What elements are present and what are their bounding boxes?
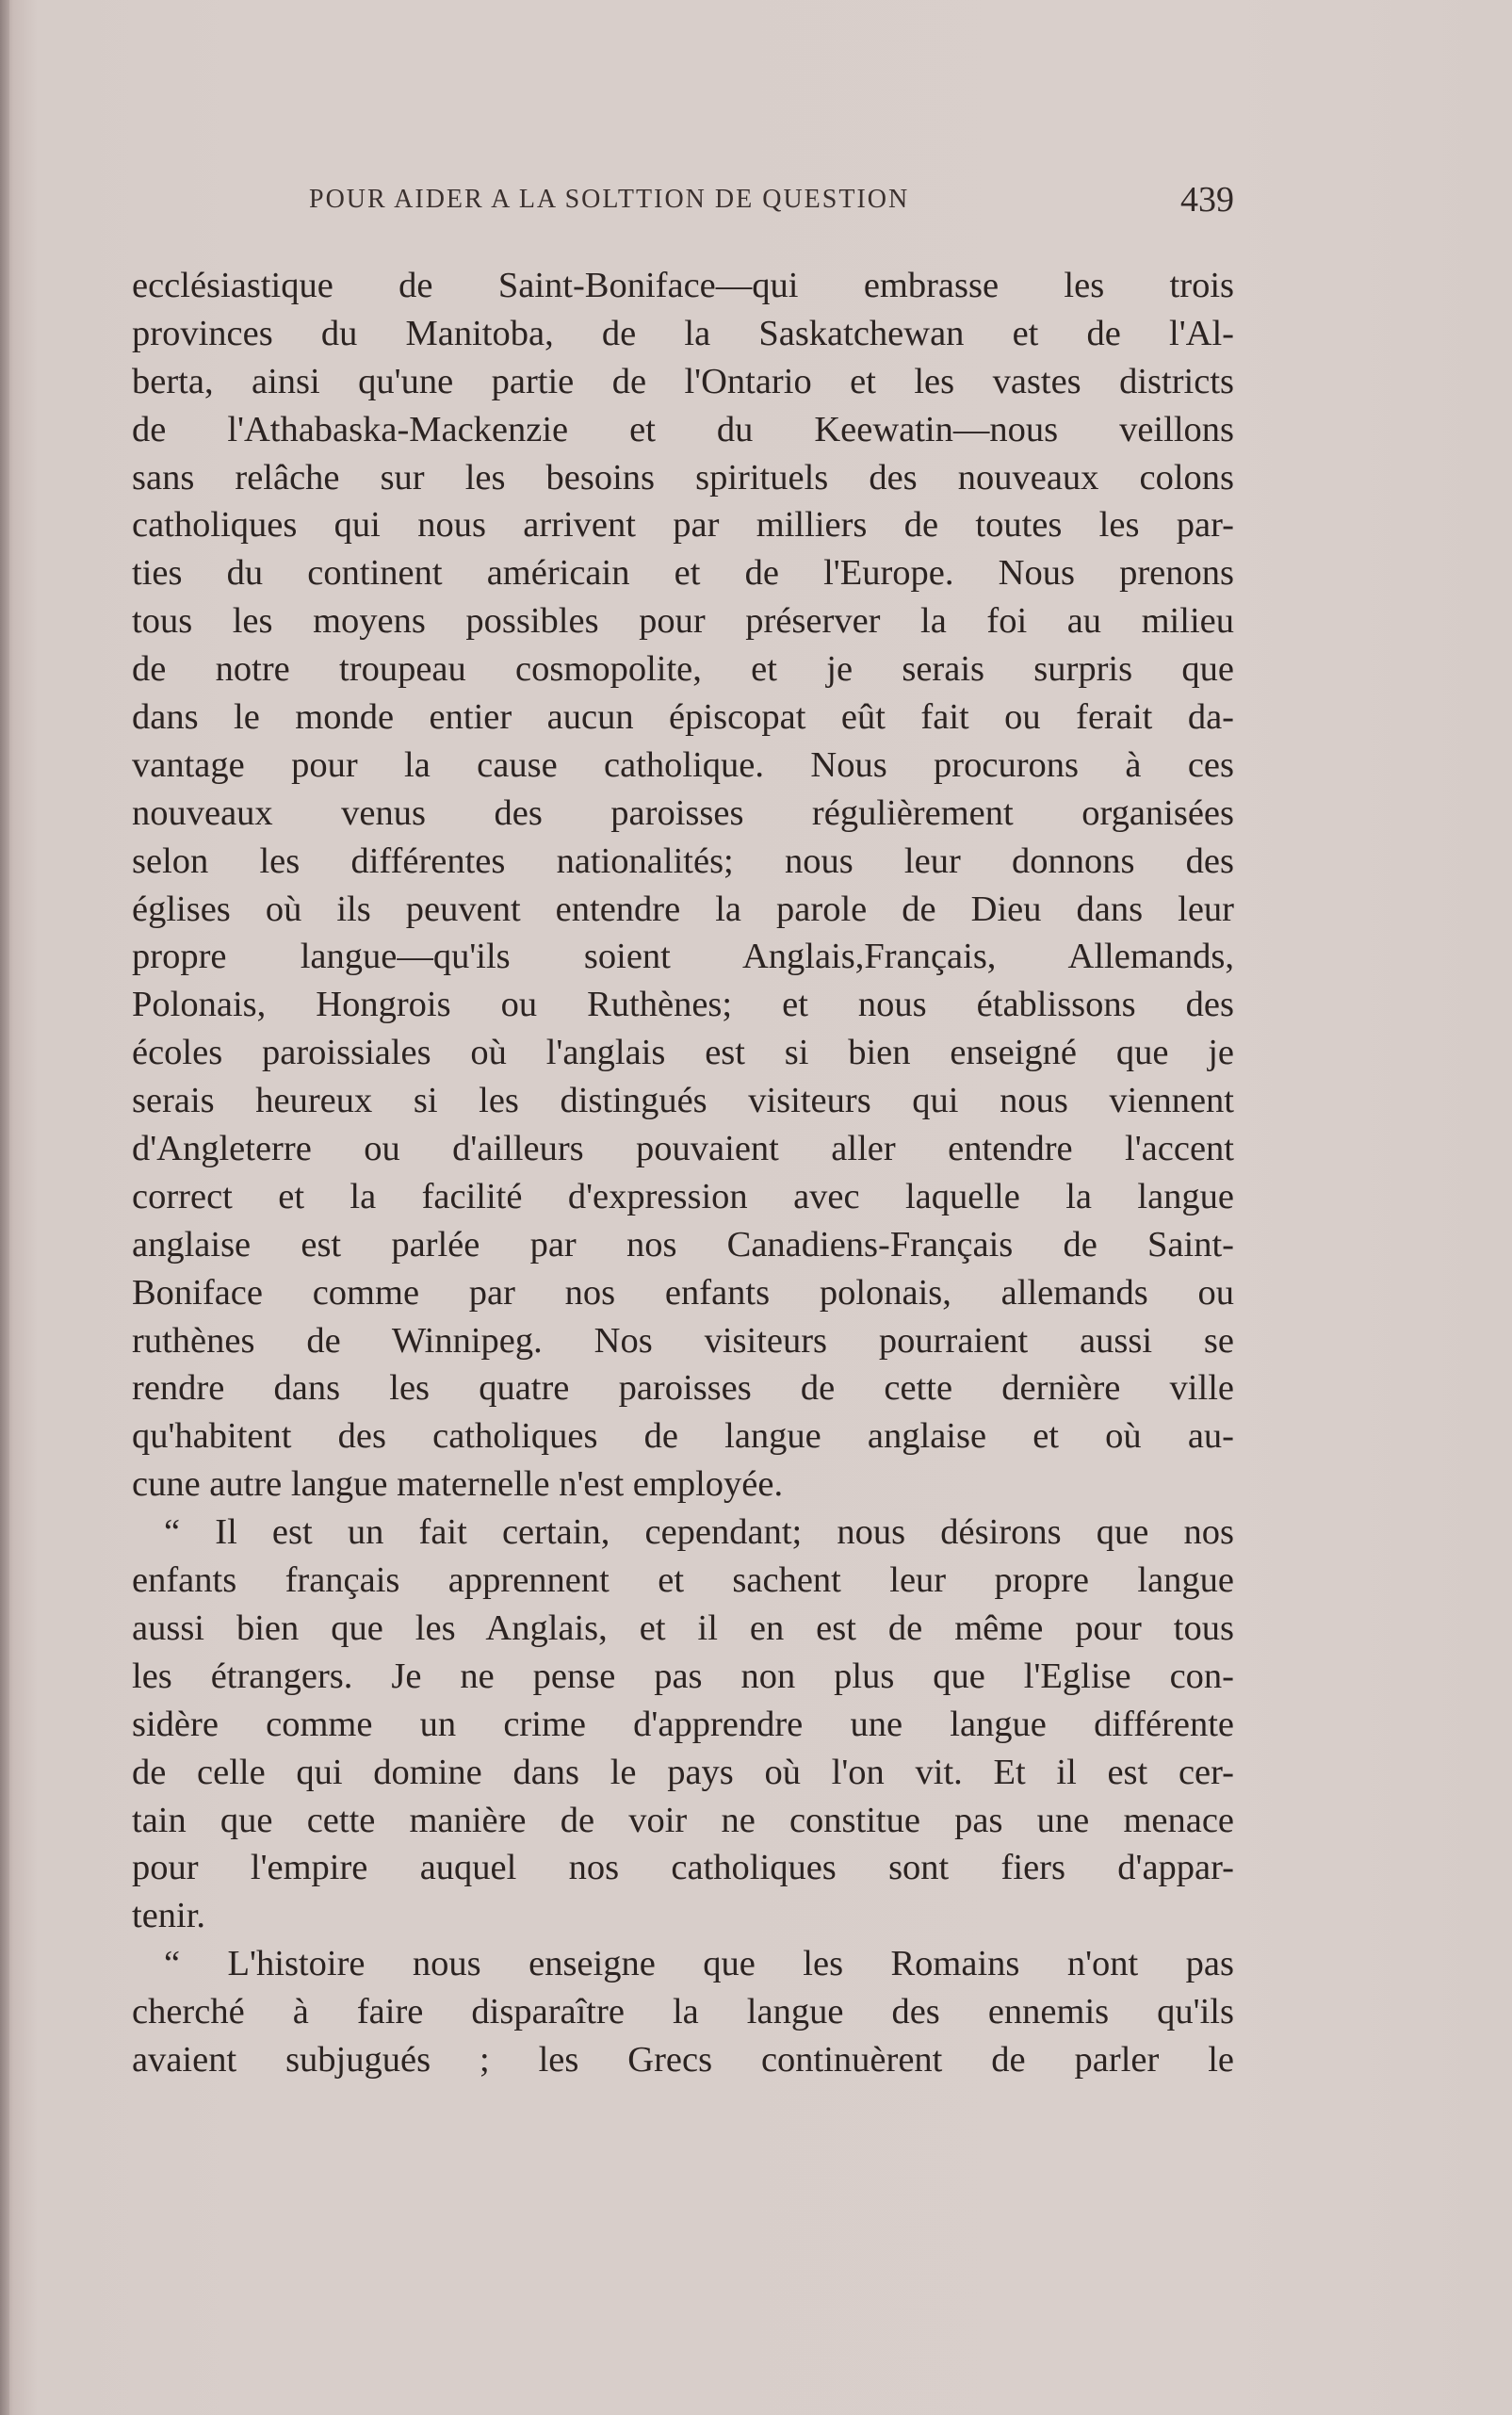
text-line: avaient subjugués ; les Grecs continuèrent de parler le [132,2039,1234,2080]
text-line: berta, ainsi qu'une partie de l'Ontario et les vastes districts [132,361,1234,401]
running-head: POUR AIDER A LA SOLTTION DE QUESTION [309,185,910,214]
text-line: de notre troupeau cosmopolite, et je serais surpris que [132,649,1234,690]
text-line: Polonais, Hongrois ou Ruthènes; et nous établissons des [132,985,1234,1025]
text-line: Boniface comme par nos enfants polonais, allemands ou [132,1272,1234,1313]
text-line: catholiques qui nous arrivent par milliers de toutes les par- [132,505,1234,546]
text-line: sidère comme un crime d'apprendre une langue différente [132,1704,1234,1744]
text-line: serais heureux si les distingués visiteurs qui nous viennent [132,1081,1234,1121]
body-text [132,262,1234,2084]
text-line: correct et la facilité d'expression avec laquelle la langue [132,1176,1234,1216]
text-line: tenir. [132,1896,206,1936]
text-line: sans relâche sur les besoins spirituels des nouveaux colons [132,457,1234,498]
text-line: qu'habitent des catholiques de langue anglaise et où au- [132,1416,1234,1457]
text-line: ecclésiastique de Saint-Boniface—qui embrasse les trois [132,266,1234,305]
text-line: cherché à faire disparaître la langue des ennemis qu'ils [132,1992,1234,2032]
text-line: les étrangers. Je ne pense pas non plus que l'Eglise con- [132,1656,1234,1696]
text-line: selon les différentes nationalités; nous leur donnons des [132,840,1234,881]
text-line: cune autre langue maternelle n'est employée. [132,1464,784,1505]
text-line: “ Il est un fait certain, cependant; nous désirons que nos [164,1512,1234,1553]
text-line: d'Angleterre ou d'ailleurs pouvaient aller entendre l'accent [132,1129,1234,1169]
text-line: rendre dans les quatre paroisses de cette dernière ville [132,1368,1234,1409]
text-line: de l'Athabaska-Mackenzie et du Keewatin—nous veillons [132,409,1234,449]
text-line: tain que cette manière de voir ne constitue pas une menace [132,1800,1234,1840]
text-line: propre langue—qu'ils soient Anglais,Français, Allemands, [132,937,1234,977]
text-line: ruthènes de Winnipeg. Nos visiteurs pourraient aussi se [132,1320,1234,1361]
text-line: vantage pour la cause catholique. Nous procurons à ces [132,744,1234,785]
page-header [132,179,1234,226]
text-line: pour l'empire auquel nos catholiques sont fiers d'appar- [132,1848,1234,1888]
text-line: églises où ils peuvent entendre la parole de Dieu dans leur [132,889,1234,929]
text-line: dans le monde entier aucun épiscopat eût fait ou ferait da- [132,697,1234,738]
text-line: ties du continent américain et de l'Europe. Nous prenons [132,553,1234,594]
text-line: provinces du Manitoba, de la Saskatchewan et de l'Al- [132,313,1234,353]
text-line: “ L'histoire nous enseigne que les Romains n'ont pas [164,1944,1234,1984]
text-line: écoles paroissiales où l'anglais est si bien enseigné que je [132,1033,1234,1073]
text-line: de celle qui domine dans le pays où l'on vit. Et il est cer- [132,1752,1234,1792]
page-number: 439 [1180,180,1234,220]
page-binding-edge [0,0,9,2415]
text-line: anglaise est parlée par nos Canadiens-Français de Saint- [132,1224,1234,1265]
text-line: enfants français apprennent et sachent leur propre langue [132,1560,1234,1601]
text-line: nouveaux venus des paroisses régulièrement organisées [132,792,1234,833]
text-line: aussi bien que les Anglais, et il en est de même pour tous [132,1607,1234,1648]
text-line: tous les moyens possibles pour préserver la foi au milieu [132,601,1234,642]
